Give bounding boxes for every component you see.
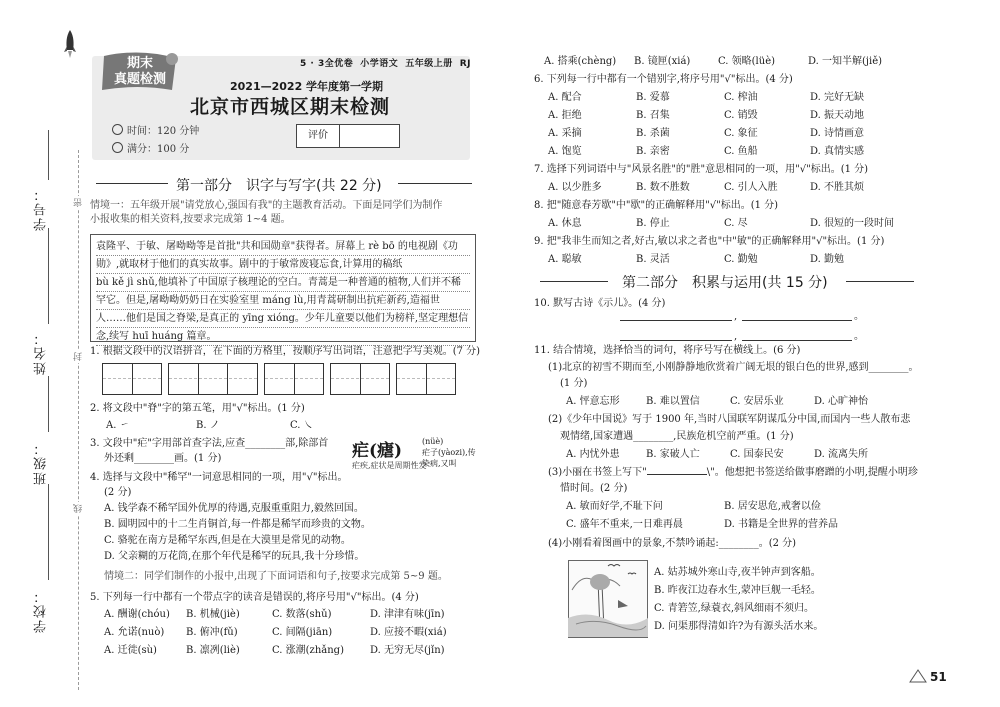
q6-r4-d[interactable]: D. 真情实感 xyxy=(810,146,865,157)
dict-definition: 疟疾,症状是周期性发 xyxy=(352,461,427,470)
q11-2-line1: (2)《少年中国说》写于 1900 年,当时八国联军阴谋瓜分中国,而国内一些人散布悲 xyxy=(548,414,911,425)
dictionary-entry xyxy=(348,432,476,490)
binding-strip xyxy=(0,0,92,707)
question-6: 6. 下列每一行中都有一个错别字,将序号用"√"标出。(4 分) xyxy=(534,74,793,85)
q11-3-line2: 惜时间。(2 分) xyxy=(560,483,628,494)
name-blank[interactable] xyxy=(48,228,49,324)
q6-r2-b[interactable]: B. 召集 xyxy=(636,110,670,121)
q6-r4-c[interactable]: C. 鱼船 xyxy=(724,146,758,157)
q5-r1-c[interactable]: C. 数落(shǔ) xyxy=(272,609,332,620)
question-8: 8. 把"随意春芳歇"中"歇"的正确解释用"√"标出。(1 分) xyxy=(534,200,779,211)
q9-option-a[interactable]: A. 聪敏 xyxy=(548,254,582,265)
q11-2-option-c[interactable]: C. 国泰民安 xyxy=(730,449,784,460)
q11-1-points: (1 分) xyxy=(560,378,588,389)
q11-4-option-b[interactable]: B. 昨夜江边春水生,蒙冲巨舰一毛轻。 xyxy=(654,585,821,596)
q5-r4-c[interactable]: C. 领略(lüè) xyxy=(718,56,776,67)
q6-r1-a[interactable]: A. 配合 xyxy=(548,92,582,103)
q6-r1-c[interactable]: C. 榨油 xyxy=(724,92,758,103)
question-10: 10. 默写古诗《示儿》。(4 分) xyxy=(534,298,666,309)
question-11: 11. 结合情境，选择恰当的词句，将序号写在横线上。(6 分) xyxy=(534,345,801,356)
passage-line: 人……他们是国之脊梁,是真正的 yīng xióng。少年儿童要以他们为榜样,坚定理想信 xyxy=(96,310,470,328)
poem-blank[interactable] xyxy=(620,320,732,321)
passage-text xyxy=(96,238,470,346)
q4-option-b[interactable]: B. 圆明园中的十二生肖铜首,每一件都是稀罕而珍贵的文物。 xyxy=(104,519,371,530)
q8-option-d[interactable]: D. 很短的一段时间 xyxy=(810,218,895,229)
part1-heading: 第一部分 识字与写字(共 22 分) xyxy=(176,178,382,194)
q5-r2-b[interactable]: B. 俯冲(fǔ) xyxy=(186,627,238,638)
dict-char: 疟(瘧) xyxy=(352,441,403,461)
question-3-line1: 3. 文段中"疟"字用部首查字法,应查________部,除部首 xyxy=(90,438,329,449)
q5-r4-a[interactable]: A. 搭乘(chèng) xyxy=(544,56,617,67)
passage-line: 袁隆平、于敏、屠呦呦等是首批"共和国勋章"获得者。屏幕上 rè bō 的电视剧《功 xyxy=(96,238,470,256)
exam-full-score: 满分：100 分 xyxy=(112,140,189,155)
q11-2-option-a[interactable]: A. 内忧外患 xyxy=(566,449,620,460)
poem-blank[interactable] xyxy=(742,340,852,341)
q9-option-d[interactable]: D. 勤勉 xyxy=(810,254,845,265)
writing-cell-group[interactable] xyxy=(168,363,258,395)
q8-option-b[interactable]: B. 停止 xyxy=(636,218,670,229)
q7-option-a[interactable]: A. 以少胜多 xyxy=(548,182,602,193)
passage-line: 念,续写 huī huáng 篇章。 xyxy=(96,328,470,346)
student-id-label: 学号： xyxy=(34,186,49,231)
q9-option-c[interactable]: C. 勤勉 xyxy=(724,254,758,265)
q11-3-option-a[interactable]: A. 敏而好学,不耻下问 xyxy=(566,501,663,512)
q11-3-option-d[interactable]: D. 书籍是全世界的营养品 xyxy=(724,519,839,530)
q8-option-a[interactable]: A. 休息 xyxy=(548,218,582,229)
passage-line: 勋》,就取材于他们的真实故事。剧中的于敏常废寝忘食,计算用的稿纸 xyxy=(96,256,470,274)
writing-cell-group[interactable] xyxy=(264,363,324,395)
score-label: 评价 xyxy=(297,125,340,147)
name-label: 姓名： xyxy=(34,330,49,375)
q8-option-c[interactable]: C. 尽 xyxy=(724,218,748,229)
binding-dashed-line xyxy=(78,150,79,690)
seal-mark: 密 xyxy=(74,198,84,207)
passage-line: bù kě jì shǔ,他填补了中国原子核理论的空白。青蒿是一种普通的植物,人们并不稀 xyxy=(96,274,470,292)
score-box[interactable] xyxy=(296,124,400,148)
q7-option-d[interactable]: D. 不胜其烦 xyxy=(810,182,865,193)
fold-mark: 封 xyxy=(74,352,84,361)
student-id-blank[interactable] xyxy=(48,130,49,180)
passage-line: 罕它。但是,屠呦呦奶奶日在实验室里 máng lù,用青蒿研制出抗疟新药,造福世 xyxy=(96,292,470,310)
q5-r1-d[interactable]: D. 津津有味(jīn) xyxy=(370,609,445,620)
dict-pinyin: (nüè) 疟子(yàozi),传染病,又叫 xyxy=(422,437,476,468)
question-1: 1. 根据文段中的汉语拼音，在下面的方格里，按顺序写出词语，注意把字写美观。(7 分) xyxy=(90,346,481,357)
q11-1-option-a[interactable]: A. 怦意忘形 xyxy=(566,396,620,407)
q11-3-line1: (3)小丽在书签上写下" \"。他想把书签送给做事磨蹭的小明,提醒小明珍 xyxy=(548,467,918,478)
section-rule-right xyxy=(398,183,472,184)
q5-r1-a[interactable]: A. 酬谢(chóu) xyxy=(104,609,170,620)
q11-4-option-c[interactable]: C. 青箬笠,绿蓑衣,斜风细雨不须归。 xyxy=(654,603,815,614)
q5-r4-d[interactable]: D. 一知半解(jiě) xyxy=(808,56,883,67)
q11-3-option-b[interactable]: B. 居安思危,戒奢以俭 xyxy=(724,501,821,512)
q11-2-line2: 观情绪,国家遭遇________,民族危机空前严重。(1 分) xyxy=(560,431,794,442)
q6-r4-b[interactable]: B. 亲密 xyxy=(636,146,670,157)
q5-r3-a[interactable]: A. 迁徙(sù) xyxy=(104,645,157,656)
part2-heading: 第二部分 积累与运用(共 15 分) xyxy=(622,275,828,291)
q11-1-line1: (1)北京的初雪不期而至,小刚静静地欣赏着广阔无垠的银白色的世界,感到________。 xyxy=(548,362,919,373)
q9-option-b[interactable]: B. 灵活 xyxy=(636,254,670,265)
q11-1-option-b[interactable]: B. 难以置信 xyxy=(646,396,700,407)
q2-option-c[interactable]: C. ㇏ xyxy=(290,420,314,431)
q5-r1-b[interactable]: B. 机械(jiè) xyxy=(186,609,240,620)
writing-cell-group[interactable] xyxy=(330,363,390,395)
rocket-icon xyxy=(62,30,78,60)
q6-r2-d[interactable]: D. 振天动地 xyxy=(810,110,865,121)
scene1-line2: 小报收集的相关资料,按要求完成第 1~4 题。 xyxy=(90,214,291,225)
q6-r2-c[interactable]: C. 销毁 xyxy=(724,110,758,121)
poem-blank[interactable] xyxy=(620,340,732,341)
question-4-points: (2 分) xyxy=(104,487,132,498)
poem-blank[interactable] xyxy=(742,320,852,321)
q11-2-option-b[interactable]: B. 家破人亡 xyxy=(646,449,700,460)
question-5: 5. 下列每一行中都有一个带点字的读音是错误的,将序号用"√"标出。(4 分) xyxy=(90,592,419,603)
exam-page: 学号： 姓名： 班级： 学校： 密 封 线 期末 真题检测 5 · 3全优卷 小学语文 五年级上册 RJ 2021—2022 学年度第一学期 北京市西城区期末检测 时间：120 分钟 满分：100 分 评价 第一部分 识字与写字(共 22 分) 情境一：五年级开展"请党放心,强国有我"的主题教育活动。下面是同学们为制作 小报收集的相关资料,按要求完成第 1~4 题。 袁隆平、于敏、屠呦呦等是首批"共和国勋章"获得者。屏幕上 rè bō 的电视剧《功 勋》,就取材于他们的真实故事。剧中的于敏常废寝忘食,计算用的稿纸 bù kě jì shǔ,他填补了中国原子核理论的空白。青蒿是一种普通的植物,人们并不稀 罕它。但是,屠呦呦奶奶日在实验室里 máng lù,用青蒿研制出抗疟新药,造福世 人……他们是国之脊梁,是真正的 yīng xióng。少年儿童要以他们为榜样,坚定理想信 念,续写 huī huáng 篇章。 1. 根据文段中的汉语拼音，在下面的方格里，按顺序写出词语，注意把字写美观。(7 分) 2. 将文段中"脊"字的第五笔，用"√"标出。(1 分) A. ㇀ B. ノ C. ㇏ 3. 文段中"疟"字用部首查字法,应查________部,除部首 外还剩________画。(1 分) 疟(瘧) (nüè) 疟子(yàozi),传染病,又叫 疟疾,症状是周期性发 4. 选择与文段中"稀罕"一词意思相同的一项，用"√"标出。 (2 分) A. 钱学森不稀罕国外优厚的待遇,克服重重阻力,毅然回国。 B. 圆明园中的十二生肖铜首,每一件都是稀罕而珍贵的文物。 C. 骆驼在南方是稀罕东西,但是在大漠里是常见的动物。 D. 父亲糊的万花筒,在那个年代是稀罕的玩具,我十分珍惜。 情境二：同学们制作的小报中,出现了下面词语和句子,按要求完成第 5~9 题。 5. 下列每一行中都有一个带点字的读音是错误的,将序号用"√"标出。(4 分) A. 酬谢(chóu) B. 机械(jiè) C. 数落(shǔ) D. 津津有味(jīn) A. 允诺(nuò) B. 俯冲(fǔ) C. 间隔(jiān) D. 应接不暇(xiá) A. 迁徙(sù) B. 凛冽(liè) C. 涨潮(zhǎng) D. 无穷无尽(jǐn) A. 搭乘(chèng) B. 镜匣(xiá) C. 领略(lüè) D. 一知半解(jiě) 6. 下列每一行中都有一个错别字,将序号用"√"标出。(4 分) A. 配合 B. 爱慕 C. 榨油 D. 完好无缺 A. 拒绝 B. 召集 C. 销毁 D. 振天动地 A. 采摘 B. 杀菌 C. 象征 D. 诗情画意 A. 饱览 B. 亲密 C. 鱼船 D. 真情实感 7. 选择下列词语中与"风景名胜"的"胜"意思相同的一项，用"√"标出。(1 分) A. 以少胜多 B. 数不胜数 C. 引人入胜 D. 不胜其烦 8. 把"随意春芳歇"中"歇"的正确解释用"√"标出。(1 分) A. 休息 B. 停止 C. 尽 D. 很短的一段时间 9. 把"我非生而知之者,好古,敏以求之者也"中"敏"的正确解释用"√"标出。(1 分) A. 聪敏 B. 灵活 C. 勤勉 D. 勤勉 第二部分 积累与运用(共 15 分) 10. 默写古诗《示儿》。(4 分) , 。 , 。 11. 结合情境，选择恰当的词句，将序号写在横线上。(6 分) (1)北京的初雪不期而至,小刚静静地欣赏着广阔无垠的银白色的世界,感到________。 (1 分) A. 怦意忘形 B. 难以置信 C. 安居乐业 D. 心旷神怡 (2)《少年中国说》写于 1900 年,当时八国联军阴谋瓜分中国,而国内一些人散布悲 观情绪,国家遭遇________,民族危机空前严重。(1 分) A. 内忧外患 B. 家破人亡 C. 国泰民安 D. 流离失所 (3)小丽在书签上写下" \"。他想把书签送给做事磨蹭的小明,提醒小明珍 惜时间。(2 分) A. 敏而好学,不耻下问 B. 居安思危,戒奢以俭 C. 盛年不重来,一日难再晨 D. 书籍是全世界的营养品 (4)小刚看着图画中的景象,不禁吟诵起:________。(2 分) A. 姑苏城外寒山寺,夜半钟声到客船。 B. 昨夜江边春水生,蒙冲巨舰一毛轻。 C. 青箬笠,绿蓑衣,斜风细雨不须归。 D. 问渠那得清如许?为有源头活水来。 51 xyxy=(0,0,1000,707)
q11-2-option-d[interactable]: D. 流离失所 xyxy=(814,449,869,460)
q4-option-d[interactable]: D. 父亲糊的万花筒,在那个年代是稀罕的玩具,我十分珍惜。 xyxy=(104,551,365,562)
scene2: 情境二：同学们制作的小报中,出现了下面词语和句子,按要求完成第 5~9 题。 xyxy=(104,571,448,582)
page-corner-icon xyxy=(908,668,928,684)
q6-r3-d[interactable]: D. 诗情画意 xyxy=(810,128,865,139)
section-rule-left xyxy=(96,183,168,184)
q2-option-b[interactable]: B. ノ xyxy=(196,420,220,431)
q5-r2-d[interactable]: D. 应接不暇(xiá) xyxy=(370,627,447,638)
q5-r3-b[interactable]: B. 凛冽(liè) xyxy=(186,645,240,656)
class-blank[interactable] xyxy=(48,376,49,432)
q11-1-option-c[interactable]: C. 安居乐业 xyxy=(730,396,784,407)
q6-r3-b[interactable]: B. 杀菌 xyxy=(636,128,670,139)
q5-r2-c[interactable]: C. 间隔(jiān) xyxy=(272,627,333,638)
section-rule-right xyxy=(846,281,914,282)
school-blank[interactable] xyxy=(48,484,49,580)
question-4: 4. 选择与文段中"稀罕"一词意思相同的一项，用"√"标出。 xyxy=(90,472,348,483)
writing-cell-group[interactable] xyxy=(102,363,162,395)
q11-3-option-c[interactable]: C. 盛年不重来,一日难再晨 xyxy=(566,519,683,530)
q6-r3-c[interactable]: C. 象征 xyxy=(724,128,758,139)
series-info: 5 · 3全优卷 小学语文 五年级上册 RJ xyxy=(300,59,472,69)
exam-badge-text: 期末 真题检测 xyxy=(113,56,166,87)
q11-1-option-d[interactable]: D. 心旷神怡 xyxy=(814,396,869,407)
question-2: 2. 将文段中"脊"字的第五笔，用"√"标出。(1 分) xyxy=(90,403,305,414)
page-number: 51 xyxy=(930,670,947,684)
exam-title: 北京市西城区期末检测 xyxy=(190,96,391,118)
question-9: 9. 把"我非生而知之者,好古,敏以求之者也"中"敏"的正确解释用"√"标出。(1 分) xyxy=(534,236,885,247)
q7-option-b[interactable]: B. 数不胜数 xyxy=(636,182,690,193)
q5-r4-b[interactable]: B. 镜匣(xiá) xyxy=(634,56,691,67)
school-label: 学校： xyxy=(34,588,49,633)
q5-r3-c[interactable]: C. 涨潮(zhǎng) xyxy=(272,645,344,656)
q6-r2-a[interactable]: A. 拒绝 xyxy=(548,110,582,121)
line-mark: 线 xyxy=(74,504,84,513)
q4-option-c[interactable]: C. 骆驼在南方是稀罕东西,但是在大漠里是常见的动物。 xyxy=(104,535,351,546)
q7-option-c[interactable]: C. 引人入胜 xyxy=(724,182,778,193)
class-label: 班级： xyxy=(34,440,49,485)
writing-cell-group[interactable] xyxy=(396,363,456,395)
scene1-line1: 情境一：五年级开展"请党放心,强国有我"的主题教育活动。下面是同学们为制作 xyxy=(90,200,443,211)
exam-time: 时间：120 分钟 xyxy=(112,122,199,137)
landscape-illustration xyxy=(568,560,648,638)
q4-option-a[interactable]: A. 钱学森不稀罕国外优厚的待遇,克服重重阻力,毅然回国。 xyxy=(104,503,364,514)
q2-option-a[interactable]: A. ㇀ xyxy=(106,420,130,431)
q5-r3-d[interactable]: D. 无穷无尽(jǐn) xyxy=(370,645,445,656)
section-rule-left xyxy=(540,281,608,282)
school-year: 2021—2022 学年度第一学期 xyxy=(230,80,384,93)
question-3-line2: 外还剩________画。(1 分) xyxy=(104,453,222,464)
check-circle-icon xyxy=(112,142,123,153)
q5-r2-a[interactable]: A. 允诺(nuò) xyxy=(104,627,165,638)
question-7: 7. 选择下列词语中与"风景名胜"的"胜"意思相同的一项，用"√"标出。(1 分) xyxy=(534,164,869,175)
q11-4-option-d[interactable]: D. 问渠那得清如许?为有源头活水来。 xyxy=(654,621,824,632)
q11-4-prompt: (4)小刚看着图画中的景象,不禁吟诵起:________。(2 分) xyxy=(548,538,797,549)
q6-r4-a[interactable]: A. 饱览 xyxy=(548,146,582,157)
q11-4-option-a[interactable]: A. 姑苏城外寒山寺,夜半钟声到客船。 xyxy=(654,567,821,578)
q6-r3-a[interactable]: A. 采摘 xyxy=(548,128,582,139)
clock-icon xyxy=(112,124,123,135)
q6-r1-d[interactable]: D. 完好无缺 xyxy=(810,92,865,103)
q6-r1-b[interactable]: B. 爱慕 xyxy=(636,92,670,103)
